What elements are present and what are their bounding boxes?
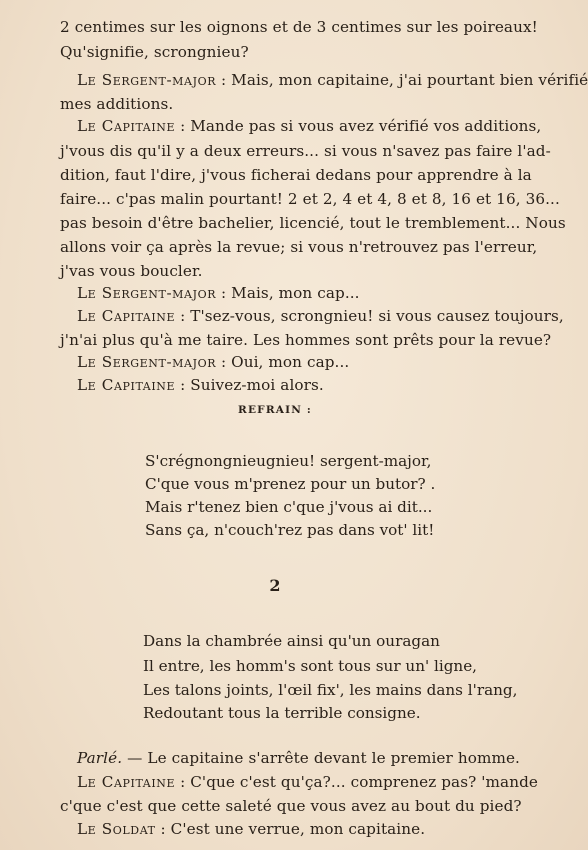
dialogue-line <box>77 283 360 303</box>
text-line: pas besoin d'être bachelier, licencié, tout le tremblement... Nous <box>60 214 566 232</box>
dialogue-line <box>77 375 324 395</box>
dialogue-text: : C'que c'est qu'ça?... comprenez pas? 'mande <box>175 773 538 791</box>
dialogue-text: : Mais, mon cap... <box>216 284 360 302</box>
dialogue-text: : C'est une verrue, mon capitaine. <box>155 820 426 838</box>
verse-line: Sans ça, n'couch'rez pas dans vot' lit! <box>145 521 435 539</box>
text-line: mes additions. <box>60 95 174 113</box>
dialogue-line <box>77 70 588 90</box>
verse-line: C'que vous m'prenez pour un butor? . <box>145 475 436 493</box>
dialogue-text: : Oui, mon cap... <box>216 353 350 371</box>
verse-line: Redoutant tous la terrible consigne. <box>143 704 421 722</box>
dialogue-text: : Suivez-moi alors. <box>175 376 324 394</box>
speaker-name: Le Capitaine <box>77 773 176 791</box>
text-line: dition, faut l'dire, j'vous ficherai dedans pour apprendre à la <box>60 166 532 184</box>
text-line: Qu'signifie, scrongnieu? <box>60 43 249 61</box>
dialogue-text: : Mais, mon capitaine, j'ai pourtant bien vérifié <box>216 71 588 89</box>
verse-line: Mais r'tenez bien c'que j'vous ai dit... <box>145 498 433 516</box>
speaker-name: Le Capitaine <box>77 376 176 394</box>
dialogue-text: — Le capitaine s'arrête devant le premier homme. <box>122 749 520 767</box>
text-line: j'n'ai plus qu'à me taire. Les hommes sont prêts pour la revue? <box>60 331 552 349</box>
verse-line: Il entre, les homm's sont tous sur un' ligne, <box>143 657 478 675</box>
dialogue-line <box>77 819 425 839</box>
text-line: faire... c'pas malin pourtant! 2 et 2, 4 et 4, 8 et 8, 16 et 16, 36... <box>60 190 560 208</box>
dialogue-line <box>77 306 564 326</box>
dialogue-text: : T'sez-vous, scrongnieu! si vous causez toujours, <box>175 307 564 325</box>
speaker-name: Le Sergent-major <box>77 284 217 302</box>
speaker-name: Le Capitaine <box>77 117 176 135</box>
text-line: allons voir ça après la revue; si vous n'retrouvez pas l'erreur, <box>60 238 538 256</box>
verse-line: Les talons joints, l'œil fix', les mains dans l'rang, <box>143 681 518 699</box>
speaker-name: Le Soldat <box>77 820 156 838</box>
text-line: j'vous dis qu'il y a deux erreurs... si vous n'savez pas faire l'ad- <box>60 142 551 160</box>
text-line: 2 centimes sur les oignons et de 3 centimes sur les poireaux! <box>60 18 538 36</box>
text-line: j'vas vous boucler. <box>60 262 203 280</box>
speaker-name: Le Sergent-major <box>77 71 217 89</box>
text-line: c'que c'est que cette saleté que vous avez au bout du pied? <box>60 797 522 815</box>
dialogue-line <box>77 772 538 792</box>
refrain-heading: REFRAIN : <box>238 404 312 416</box>
parle-label: Parlé. <box>77 749 123 767</box>
stanza-number: 2 <box>269 576 281 595</box>
stage-direction <box>77 748 520 768</box>
verse-line: Dans la chambrée ainsi qu'un ouragan <box>143 632 440 650</box>
dialogue-line <box>77 116 542 136</box>
verse-line: S'crégnongnieugnieu! sergent-major, <box>145 452 432 470</box>
dialogue-line <box>77 352 349 372</box>
speaker-name: Le Sergent-major <box>77 353 217 371</box>
dialogue-text: : Mande pas si vous avez vérifié vos additions, <box>175 117 542 135</box>
speaker-name: Le Capitaine <box>77 307 176 325</box>
